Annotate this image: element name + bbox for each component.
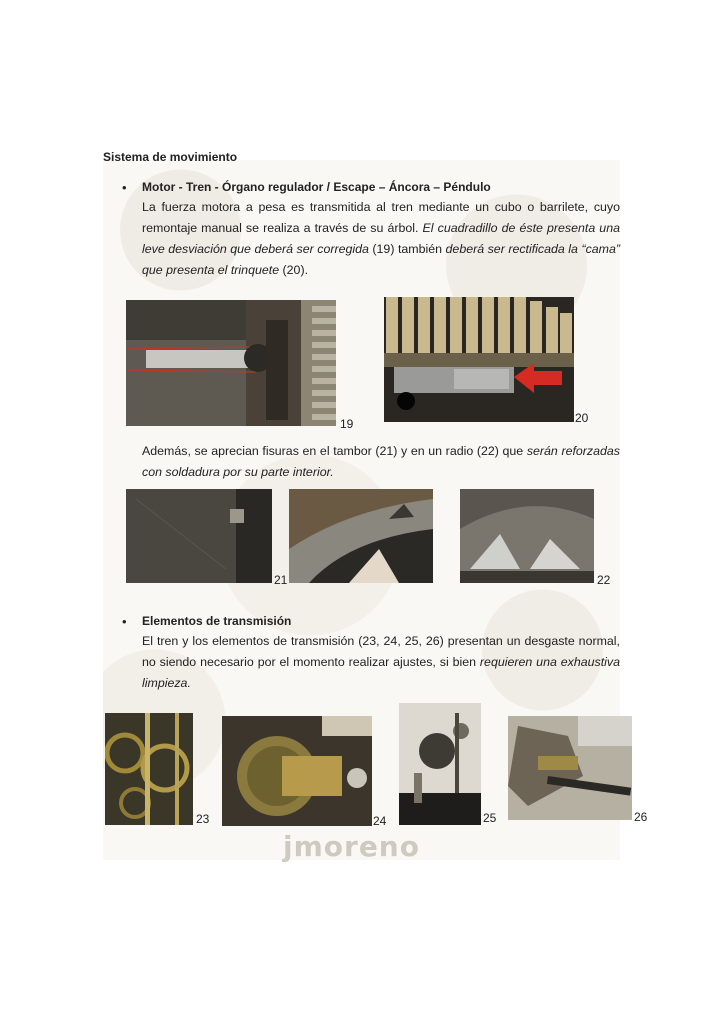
photo-24-image bbox=[222, 716, 372, 826]
photo-26-image bbox=[508, 716, 632, 820]
block2-paragraph bbox=[142, 631, 620, 694]
label-20: 20 bbox=[575, 411, 589, 425]
photo-20-image bbox=[384, 297, 574, 422]
photo-23 bbox=[105, 713, 193, 825]
block1-title: Motor - Tren - Órgano regulador / Escape – Áncora – Péndulo bbox=[142, 180, 491, 194]
text-run-italic: requieren una exhaustiva limpieza. bbox=[142, 655, 620, 690]
block2-title: Elementos de transmisión bbox=[142, 614, 292, 628]
paragraph-2 bbox=[142, 441, 620, 483]
text-run: La fuerza motora a pesa es transmitida al tren mediante un cubo o barrilete, cuyo remontaje manual se realiza a través de su árbol. bbox=[142, 200, 620, 235]
label-25: 25 bbox=[483, 811, 497, 825]
photo-21 bbox=[126, 489, 272, 583]
bullet-icon: • bbox=[122, 180, 127, 195]
text-run: (20). bbox=[279, 263, 309, 277]
label-26: 26 bbox=[634, 810, 648, 824]
bullet-icon: • bbox=[122, 614, 127, 629]
photo-20 bbox=[384, 297, 574, 422]
text-run: (19) también bbox=[368, 242, 446, 256]
text-run-italic: deberá ser rectificada la “cama” que presenta el trinquete bbox=[142, 242, 620, 277]
label-19: 19 bbox=[340, 417, 354, 431]
photo-19-image bbox=[126, 300, 336, 426]
text-run-italic: serán reforzadas con soldadura por su parte interior. bbox=[142, 444, 620, 479]
watermark-logo: jmoreno bbox=[283, 830, 420, 863]
label-21: 21 bbox=[274, 573, 288, 587]
photo-25-image bbox=[399, 703, 481, 825]
label-23: 23 bbox=[196, 812, 210, 826]
photo-21b-image bbox=[289, 489, 433, 583]
photo-25 bbox=[399, 703, 481, 825]
text-run: Además, se aprecian fisuras en el tambor (21) y en un radio (22) que bbox=[142, 444, 527, 458]
photo-22 bbox=[460, 489, 594, 583]
photo-26 bbox=[508, 716, 632, 820]
text-run: El tren y los elementos de transmisión (23, 24, 25, 26) presentan un desgaste normal, no siendo necesario por el momento realizar ajustes, si bien bbox=[142, 634, 620, 669]
photo-19 bbox=[126, 300, 336, 426]
photo-23-image bbox=[105, 713, 193, 825]
label-22: 22 bbox=[597, 573, 611, 587]
section-title: Sistema de movimiento bbox=[103, 150, 238, 164]
photo-21b bbox=[289, 489, 433, 583]
photo-21-image bbox=[126, 489, 272, 583]
photo-22-image bbox=[460, 489, 594, 583]
text-run-italic: El cuadradillo de éste presenta una leve desviación que deberá ser corregida bbox=[142, 221, 620, 256]
photo-24 bbox=[222, 716, 372, 826]
block1-paragraph bbox=[142, 197, 620, 281]
label-24: 24 bbox=[373, 814, 387, 828]
